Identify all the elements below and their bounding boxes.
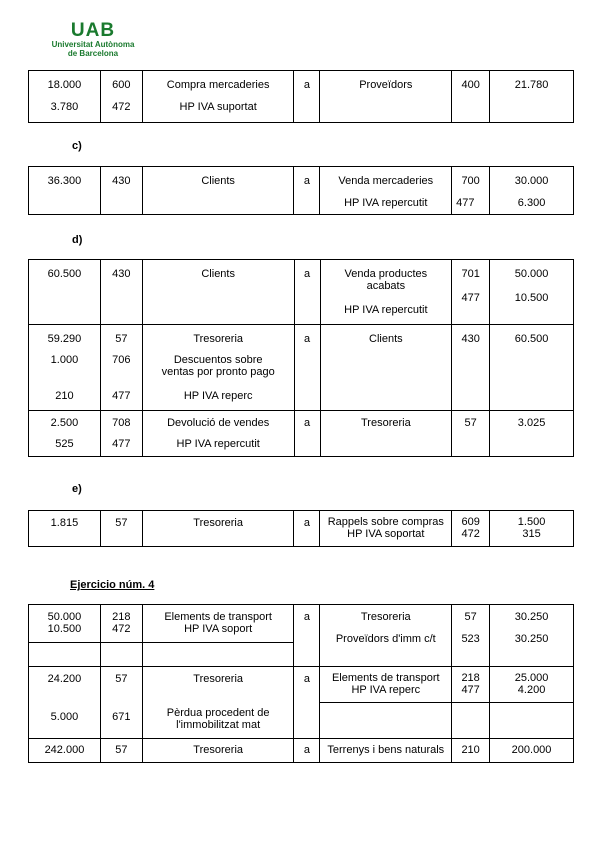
account-number: 472 — [112, 623, 131, 635]
account-number: 472 — [100, 93, 142, 123]
table-row — [29, 703, 574, 739]
debit-amount: 18.000 — [29, 71, 101, 93]
journal-table-b — [28, 70, 574, 123]
table-row — [29, 605, 574, 643]
credit-amount: 60.500 — [490, 324, 574, 350]
credit-amount: 21.780 — [490, 71, 574, 93]
account-name: HP IVA soport — [184, 623, 253, 635]
account-name: HP IVA repercutit — [320, 193, 452, 215]
credit-account-numbers — [452, 605, 490, 667]
table-row — [29, 260, 574, 293]
credit-amount: 6.300 — [490, 193, 574, 215]
credit-amount: 30.000 — [490, 167, 574, 193]
account-number: 706 — [100, 350, 142, 386]
account-name: Proveïdors — [320, 71, 452, 93]
separator: a — [294, 511, 320, 547]
debit-amount: 210 — [29, 386, 101, 410]
account-name: HP IVA reperc — [351, 684, 421, 696]
table-row — [29, 193, 574, 215]
section-label-d: d) — [72, 234, 83, 246]
credit-amount: 4.200 — [517, 684, 546, 696]
exercise-title: Ejercicio núm. 4 — [70, 579, 155, 591]
account-number: 430 — [452, 324, 490, 350]
logo-line2: de Barcelona — [67, 49, 119, 58]
account-number: 57 — [100, 667, 142, 703]
debit-amount: 50.000 — [47, 611, 82, 623]
separator: a — [294, 410, 320, 434]
account-name: Proveïdors d'imm c/t — [335, 633, 436, 645]
account-numbers — [100, 605, 142, 643]
debit-amount: 525 — [29, 434, 101, 456]
debit-amount: 10.500 — [47, 623, 82, 635]
credit-amount: 30.250 — [514, 611, 549, 623]
journal-table-ex4 — [28, 604, 574, 763]
account-name: Tresoreria — [142, 739, 294, 763]
debit-amount: 59.290 — [29, 324, 101, 350]
account-name: Elements de transport — [331, 672, 440, 684]
account-numbers — [452, 667, 490, 703]
separator: a — [294, 739, 320, 763]
account-name: Tresoreria — [320, 410, 452, 434]
account-number: 430 — [100, 260, 142, 293]
account-names — [320, 667, 452, 703]
credit-amount: 200.000 — [490, 739, 574, 763]
account-name: Venda mercaderies — [320, 167, 452, 193]
debit-amount: 3.780 — [29, 93, 101, 123]
account-name: Compra mercaderies — [142, 71, 294, 93]
account-number: 701 — [452, 260, 490, 293]
account-number: 218 — [461, 672, 480, 684]
account-number: 609 — [461, 516, 480, 528]
debit-amount: 2.500 — [29, 410, 101, 434]
logo-line1: Universitat Autònoma — [51, 40, 135, 49]
account-number: 57 — [100, 511, 142, 547]
separator: a — [294, 260, 320, 293]
table-row — [29, 739, 574, 763]
table-row — [29, 350, 574, 386]
table-row — [29, 511, 574, 547]
separator: a — [294, 667, 320, 703]
table-row — [29, 434, 574, 456]
journal-table-e — [28, 510, 574, 547]
account-numbers — [452, 511, 490, 547]
account-name: Terrenys i bens naturals — [320, 739, 452, 763]
account-name: Pèrdua procedent de l'immobilitzat mat — [142, 703, 294, 739]
account-number: 472 — [461, 528, 480, 540]
account-number: 523 — [461, 633, 480, 645]
account-names — [142, 605, 294, 643]
section-label-e: e) — [72, 483, 82, 495]
account-number: 477 — [100, 434, 142, 456]
account-number: 430 — [100, 167, 142, 193]
account-name: Devolució de vendes — [142, 410, 294, 434]
account-name: Rappels sobre compras — [327, 516, 444, 528]
credit-amounts — [490, 511, 574, 547]
table-row — [29, 292, 574, 324]
table-row — [29, 71, 574, 93]
separator: a — [294, 324, 320, 350]
table-row — [29, 324, 574, 350]
account-name: Clients — [142, 260, 294, 293]
account-number: 477 — [100, 386, 142, 410]
account-name: Clients — [142, 167, 294, 193]
account-name: Tresoreria — [142, 324, 294, 350]
account-number: 477 — [452, 292, 490, 324]
account-number: 210 — [452, 739, 490, 763]
credit-amounts — [490, 667, 574, 703]
journal-table-d — [28, 259, 574, 457]
account-name: HP IVA repercutit — [320, 292, 452, 324]
account-number: 600 — [100, 71, 142, 93]
account-number: 671 — [100, 703, 142, 739]
credit-amount: 315 — [522, 528, 541, 540]
debit-amount: 1.000 — [29, 350, 101, 386]
debit-amount: 242.000 — [29, 739, 101, 763]
table-row — [29, 386, 574, 410]
account-name: Tresoreria — [360, 611, 411, 623]
section-label-c: c) — [72, 140, 82, 152]
table-row — [29, 93, 574, 123]
credit-amount: 50.000 — [490, 260, 574, 293]
credit-amount: 25.000 — [514, 672, 549, 684]
debit-amount: 60.500 — [29, 260, 101, 293]
account-number: 700 — [452, 167, 490, 193]
debit-amount: 24.200 — [29, 667, 101, 703]
account-number: 477 — [461, 684, 480, 696]
account-number: 218 — [112, 611, 131, 623]
account-name: HP IVA soportat — [347, 528, 425, 540]
account-name: HP IVA reperc — [142, 386, 294, 410]
credit-amount: 30.250 — [514, 633, 549, 645]
credit-amount: 10.500 — [490, 292, 574, 324]
account-name: HP IVA repercutit — [142, 434, 294, 456]
credit-accounts — [320, 605, 452, 667]
credit-amounts — [490, 605, 574, 667]
separator: a — [294, 167, 320, 193]
account-number: 708 — [100, 410, 142, 434]
journal-table-c — [28, 166, 574, 215]
table-row — [29, 667, 574, 703]
account-name: HP IVA suportat — [142, 93, 294, 123]
account-number: 57 — [464, 611, 477, 623]
separator: a — [294, 605, 320, 667]
account-name: Venda productes acabats — [320, 260, 452, 293]
account-number: 57 — [100, 739, 142, 763]
credit-amount: 1.500 — [517, 516, 546, 528]
account-name: Clients — [320, 324, 452, 350]
account-number: 477 — [452, 193, 490, 215]
debit-amounts — [29, 605, 101, 643]
account-name: Tresoreria — [142, 511, 294, 547]
credit-amount: 3.025 — [490, 410, 574, 434]
debit-amount: 36.300 — [29, 167, 101, 193]
account-names — [320, 511, 452, 547]
account-number: 57 — [452, 410, 490, 434]
debit-amount: 1.815 — [29, 511, 101, 547]
account-name: Descuentos sobre ventas por pronto pago — [142, 350, 294, 386]
separator: a — [294, 71, 320, 93]
uab-logo — [38, 22, 148, 58]
account-name: Tresoreria — [142, 667, 294, 703]
debit-amount: 5.000 — [29, 703, 101, 739]
table-row — [29, 410, 574, 434]
account-number: 400 — [452, 71, 490, 93]
account-name: Elements de transport — [164, 611, 272, 623]
logo-text: UAB — [70, 20, 116, 41]
account-number: 57 — [100, 324, 142, 350]
table-row — [29, 167, 574, 193]
